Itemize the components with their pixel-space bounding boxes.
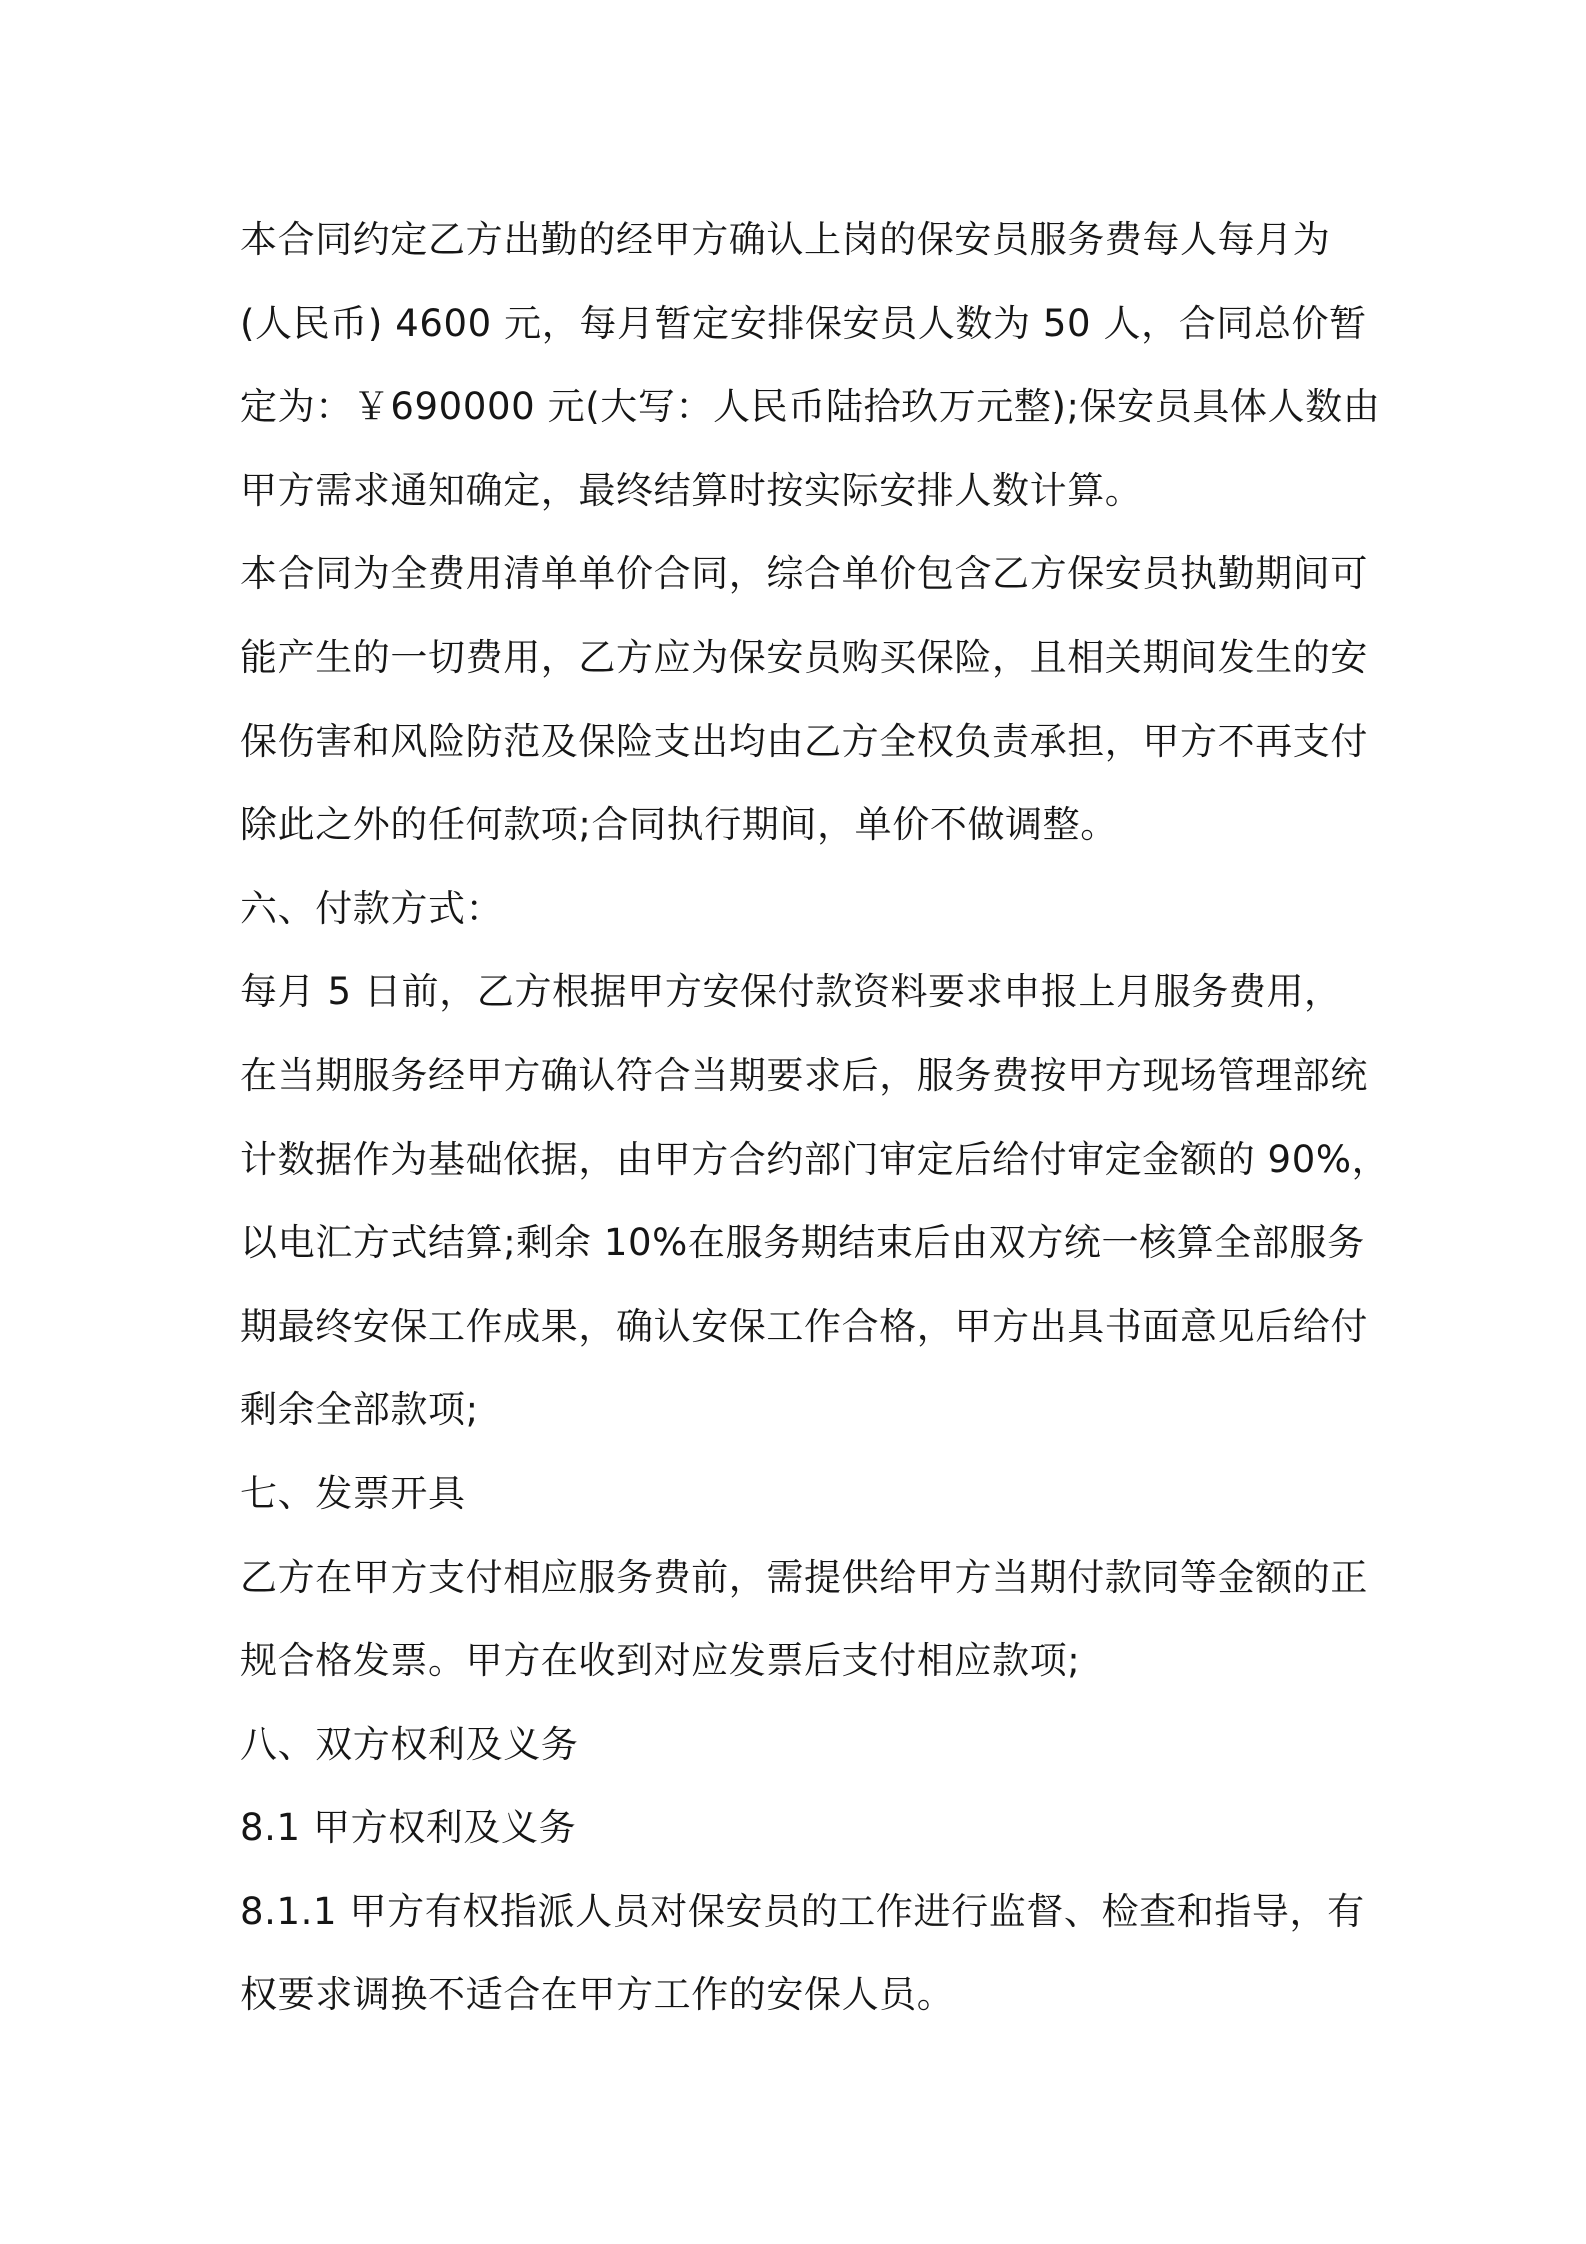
subsection-heading: 8.1 甲方权利及义务 (240, 1806, 577, 1850)
section-heading-rights (240, 1703, 1370, 1787)
paragraph-unit-price (240, 532, 1370, 866)
text-line: 乙方在甲方支付相应服务费前，需提供给甲方当期付款同等金额的正 (240, 1555, 1368, 1599)
text-line: 剩余全部款项; (240, 1388, 479, 1432)
text-line: 除此之外的任何款项;合同执行期间，单价不做调整。 (240, 803, 1118, 847)
section-heading-invoice (240, 1452, 1370, 1536)
text-line: (人民币) 4600 元，每月暂定安排保安员人数为 50 人，合同总价暂 (240, 301, 1367, 345)
text-line: 能产生的一切费用，乙方应为保安员购买保险，且相关期间发生的安 (240, 635, 1368, 679)
text-line: 甲方需求通知确定，最终结算时按实际安排人数计算。 (240, 468, 1143, 512)
section-heading: 七、发票开具 (240, 1471, 466, 1515)
subsection-heading-party-a (240, 1786, 1370, 1870)
text-line: 在当期服务经甲方确认符合当期要求后，服务费按甲方现场管理部统 (240, 1053, 1368, 1097)
text-line: 期最终安保工作成果，确认安保工作合格，甲方出具书面意见后给付 (240, 1304, 1368, 1348)
text-line: 保伤害和风险防范及保险支出均由乙方全权负责承担，甲方不再支付 (240, 719, 1368, 763)
text-line: 每月 5 日前，乙方根据甲方安保付款资料要求申报上月服务费用， (240, 970, 1342, 1014)
paragraph-payment-terms (240, 950, 1390, 1452)
text-line: 定为：￥690000 元(大写：人民币陆拾玖万元整);保安员具体人数由 (240, 385, 1381, 429)
paragraph-invoice-terms (240, 1536, 1370, 1703)
text-line: 计数据作为基础依据，由甲方合约部门审定后给付审定金额的 90%， (240, 1137, 1390, 1181)
text-line: 权要求调换不适合在甲方工作的安保人员。 (240, 1973, 955, 2017)
document-body (240, 198, 1390, 2037)
text-line: 以电汇方式结算;剩余 10%在服务期结束后由双方统一核算全部服务 (240, 1221, 1365, 1265)
clause-8-1-1 (240, 1870, 1370, 2037)
section-heading: 六、付款方式： (240, 886, 504, 930)
text-line: 本合同约定乙方出勤的经甲方确认上岗的保安员服务费每人每月为 (240, 218, 1331, 261)
section-heading-payment (240, 867, 1370, 951)
section-heading: 八、双方权利及义务 (240, 1722, 579, 1766)
text-line: 本合同为全费用清单单价合同，综合单价包含乙方保安员执勤期间可 (240, 552, 1368, 596)
text-line: 8.1.1 甲方有权指派人员对保安员的工作进行监督、检查和指导，有 (240, 1889, 1365, 1933)
text-line: 规合格发票。甲方在收到对应发票后支付相应款项; (240, 1639, 1081, 1683)
paragraph-service-fee (240, 198, 1381, 532)
